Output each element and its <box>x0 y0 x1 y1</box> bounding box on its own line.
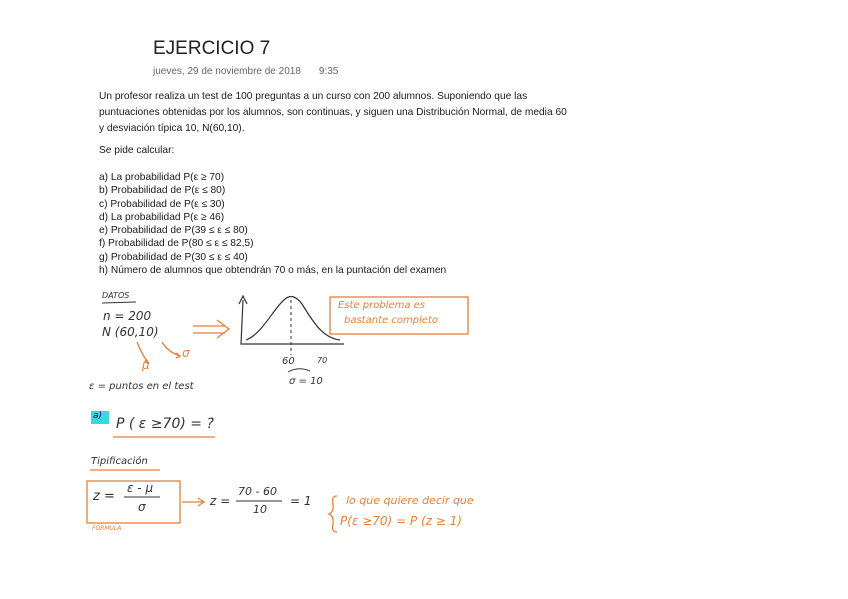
question-item: a) La probabilidad P(ε ≥ 70) <box>99 172 225 183</box>
note-time: 9:35 <box>318 66 339 77</box>
sigma-brace <box>288 369 310 372</box>
problem-line: Un profesor realiza un test de 100 preguntas a un curso con 200 alumnos. Suponiendo que las <box>99 91 528 102</box>
comment-line-2: bastante completo <box>344 315 438 326</box>
question-item: e) Probabilidad de P(39 ≤ ε ≤ 80) <box>99 225 248 237</box>
calc-z: z = <box>210 494 231 508</box>
note-title: EJERCICIO 7 <box>153 38 271 59</box>
calc-result: = 1 <box>290 494 312 508</box>
problem-line: y desviación típica 10, N(60,10). <box>99 123 245 134</box>
comment-line-1: Este problema es <box>338 300 426 311</box>
calc-denominator: 10 <box>253 503 267 516</box>
curly-brace <box>329 496 337 532</box>
a-question: P ( ε ≥70) = ? <box>116 416 214 432</box>
normal-distribution: N (60,10) <box>102 325 159 339</box>
tick-70: 70 <box>317 356 328 365</box>
formula-numerator: ε - μ <box>127 481 154 495</box>
mu-symbol: μ <box>142 358 150 372</box>
question-item: h) Número de alumnos que obtendrán 70 o más, en la puntación del examen <box>99 265 447 277</box>
note-date: jueves, 29 de noviembre de 2018 <box>153 66 301 77</box>
question-item: b) Probabilidad de P(ε ≤ 80) <box>99 185 226 197</box>
tick-60: 60 <box>282 356 295 367</box>
conclusion-line-1: lo que quiere decir que <box>346 494 474 507</box>
calc-numerator: 70 - 60 <box>238 485 277 498</box>
formula-z: z = <box>93 489 115 504</box>
tipificacion-label: Tipificación <box>91 456 148 467</box>
formula-denominator: σ <box>138 500 146 514</box>
question-item: d) La probabilidad P(ε ≥ 46) <box>99 211 225 223</box>
problem-line: puntuaciones obtenidas por los alumnos, son continuas, y siguen una Distribución Normal, de media 60 <box>99 107 567 118</box>
sigma-symbol: σ <box>182 346 190 360</box>
ask-line: Se pide calcular: <box>99 145 175 156</box>
epsilon-definition: ε = puntos en el test <box>89 381 194 392</box>
datos-underline <box>102 302 136 303</box>
datos-label: DATOS <box>102 291 130 300</box>
a-label: a) <box>93 411 103 421</box>
formula-label: FÓRMULA <box>92 525 122 532</box>
question-item: f) Probabilidad de P(80 ≤ ε ≤ 82,5) <box>99 238 254 250</box>
implies-arrow <box>193 320 229 338</box>
n-value: n = 200 <box>103 309 152 323</box>
graph-axes <box>241 300 344 344</box>
sigma-equation: σ = 10 <box>289 376 323 387</box>
question-item: g) Probabilidad de P(30 ≤ ε ≤ 40) <box>99 251 248 263</box>
question-item: c) Probabilidad de P(ε ≤ 30) <box>99 198 225 210</box>
conclusion-line-2: P(ε ≥70) = P (z ≥ 1) <box>340 514 462 528</box>
bell-curve <box>246 297 340 340</box>
